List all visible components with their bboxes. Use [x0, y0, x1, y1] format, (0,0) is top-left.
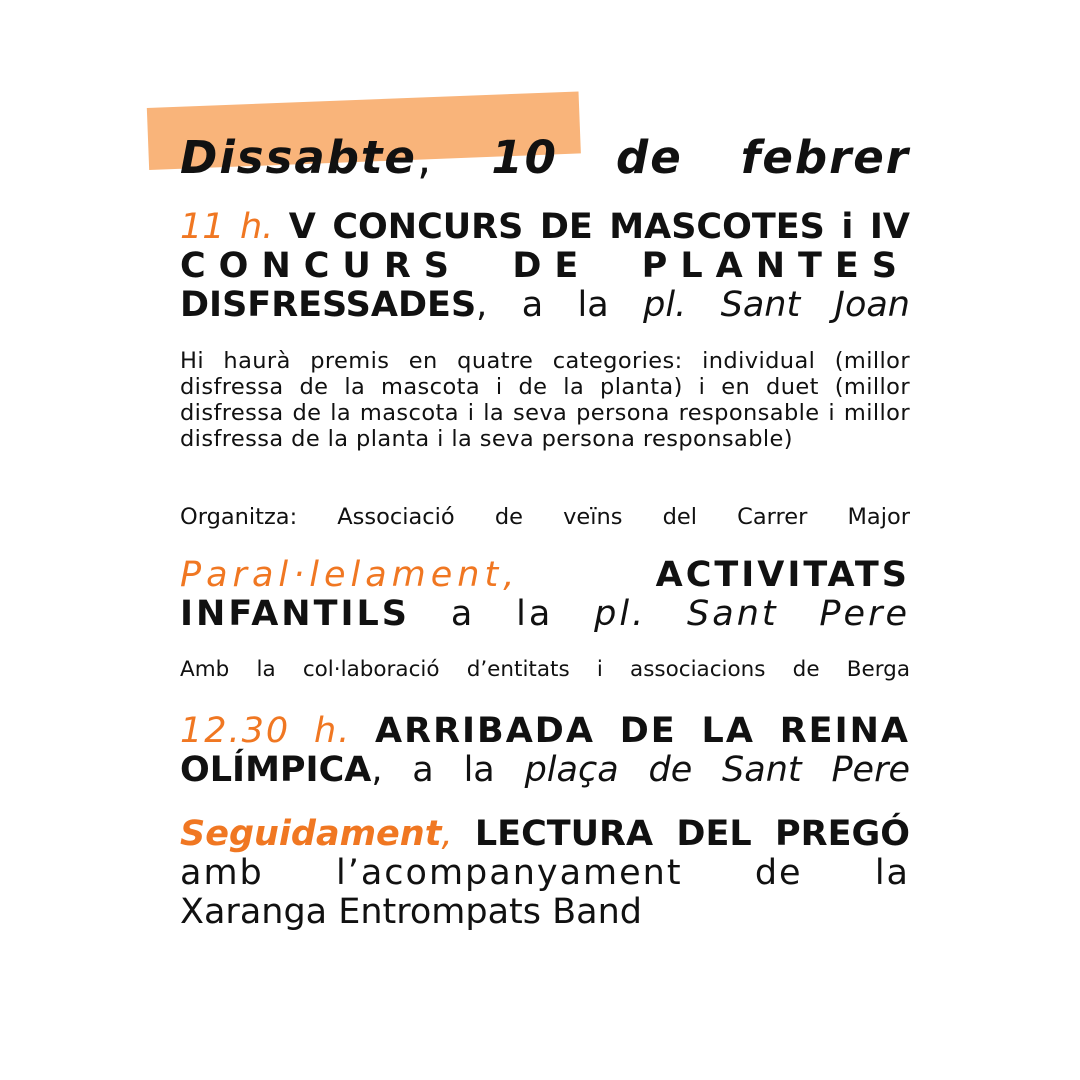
event-1-heading — [180, 208, 910, 325]
page-title — [180, 128, 910, 188]
title-number: 10 — [491, 131, 558, 184]
event-2-location-prefix: a la — [410, 594, 595, 634]
event-4-title-line1: LECTURA DEL PREGÓ — [474, 814, 910, 854]
event-2-collaboration: Amb la col·laboració d’entitats i associacions de Berga — [180, 657, 910, 682]
event-2-time: Paral·lelament — [180, 555, 504, 595]
event-2-comma: , — [503, 555, 515, 595]
title-comma: , — [416, 131, 434, 184]
event-1-location-prefix: , a la — [476, 285, 644, 325]
event-1-time: 11 h. — [180, 207, 274, 247]
title-month: febrer — [740, 131, 910, 184]
event-2-heading — [180, 556, 910, 634]
event-4-time: Seguidament — [180, 814, 442, 854]
event-3-location: plaça de Sant Pere — [524, 750, 911, 790]
event-1-location: pl. Sant Joan — [643, 285, 910, 325]
event-1-description: Hi haurà premis en quatre categories: individual (millor disfressa de la mascota i de la planta) i en duet (millor disfressa de la mascota i la seva persona responsable i millor disfressa de la planta i la seva persona responsable) — [180, 348, 910, 452]
title-day: Dissabte — [180, 131, 417, 184]
event-1-title-line2: CONCURS DE PLANTES — [180, 246, 910, 286]
event-1-organizer: Organitza: Associació de veïns del Carrer Major — [180, 504, 910, 530]
event-1-title-line3: DISFRESSADES — [180, 285, 477, 325]
event-2-title-line1: ACTIVITATS — [655, 555, 910, 595]
event-3-location-prefix: , a la — [371, 750, 525, 790]
event-1-title-line1: V CONCURS DE MASCOTES i IV — [288, 207, 910, 247]
event-3-title-line1: ARRIBADA DE LA REINA — [375, 711, 910, 751]
event-4-line2: amb l’acompanyament de la — [180, 853, 910, 893]
event-2-title-line2: INFANTILS — [180, 594, 410, 634]
event-3-title-line2: OLÍMPICA — [180, 750, 372, 790]
event-4-comma: , — [441, 814, 453, 854]
event-2-location: pl. Sant Pere — [594, 594, 910, 634]
title-de: de — [616, 131, 683, 184]
event-3-heading — [180, 712, 910, 790]
event-4-line3: Xaranga Entrompats Band — [180, 892, 642, 932]
event-4-heading — [180, 815, 910, 932]
event-3-time: 12.30 h. — [180, 711, 352, 751]
